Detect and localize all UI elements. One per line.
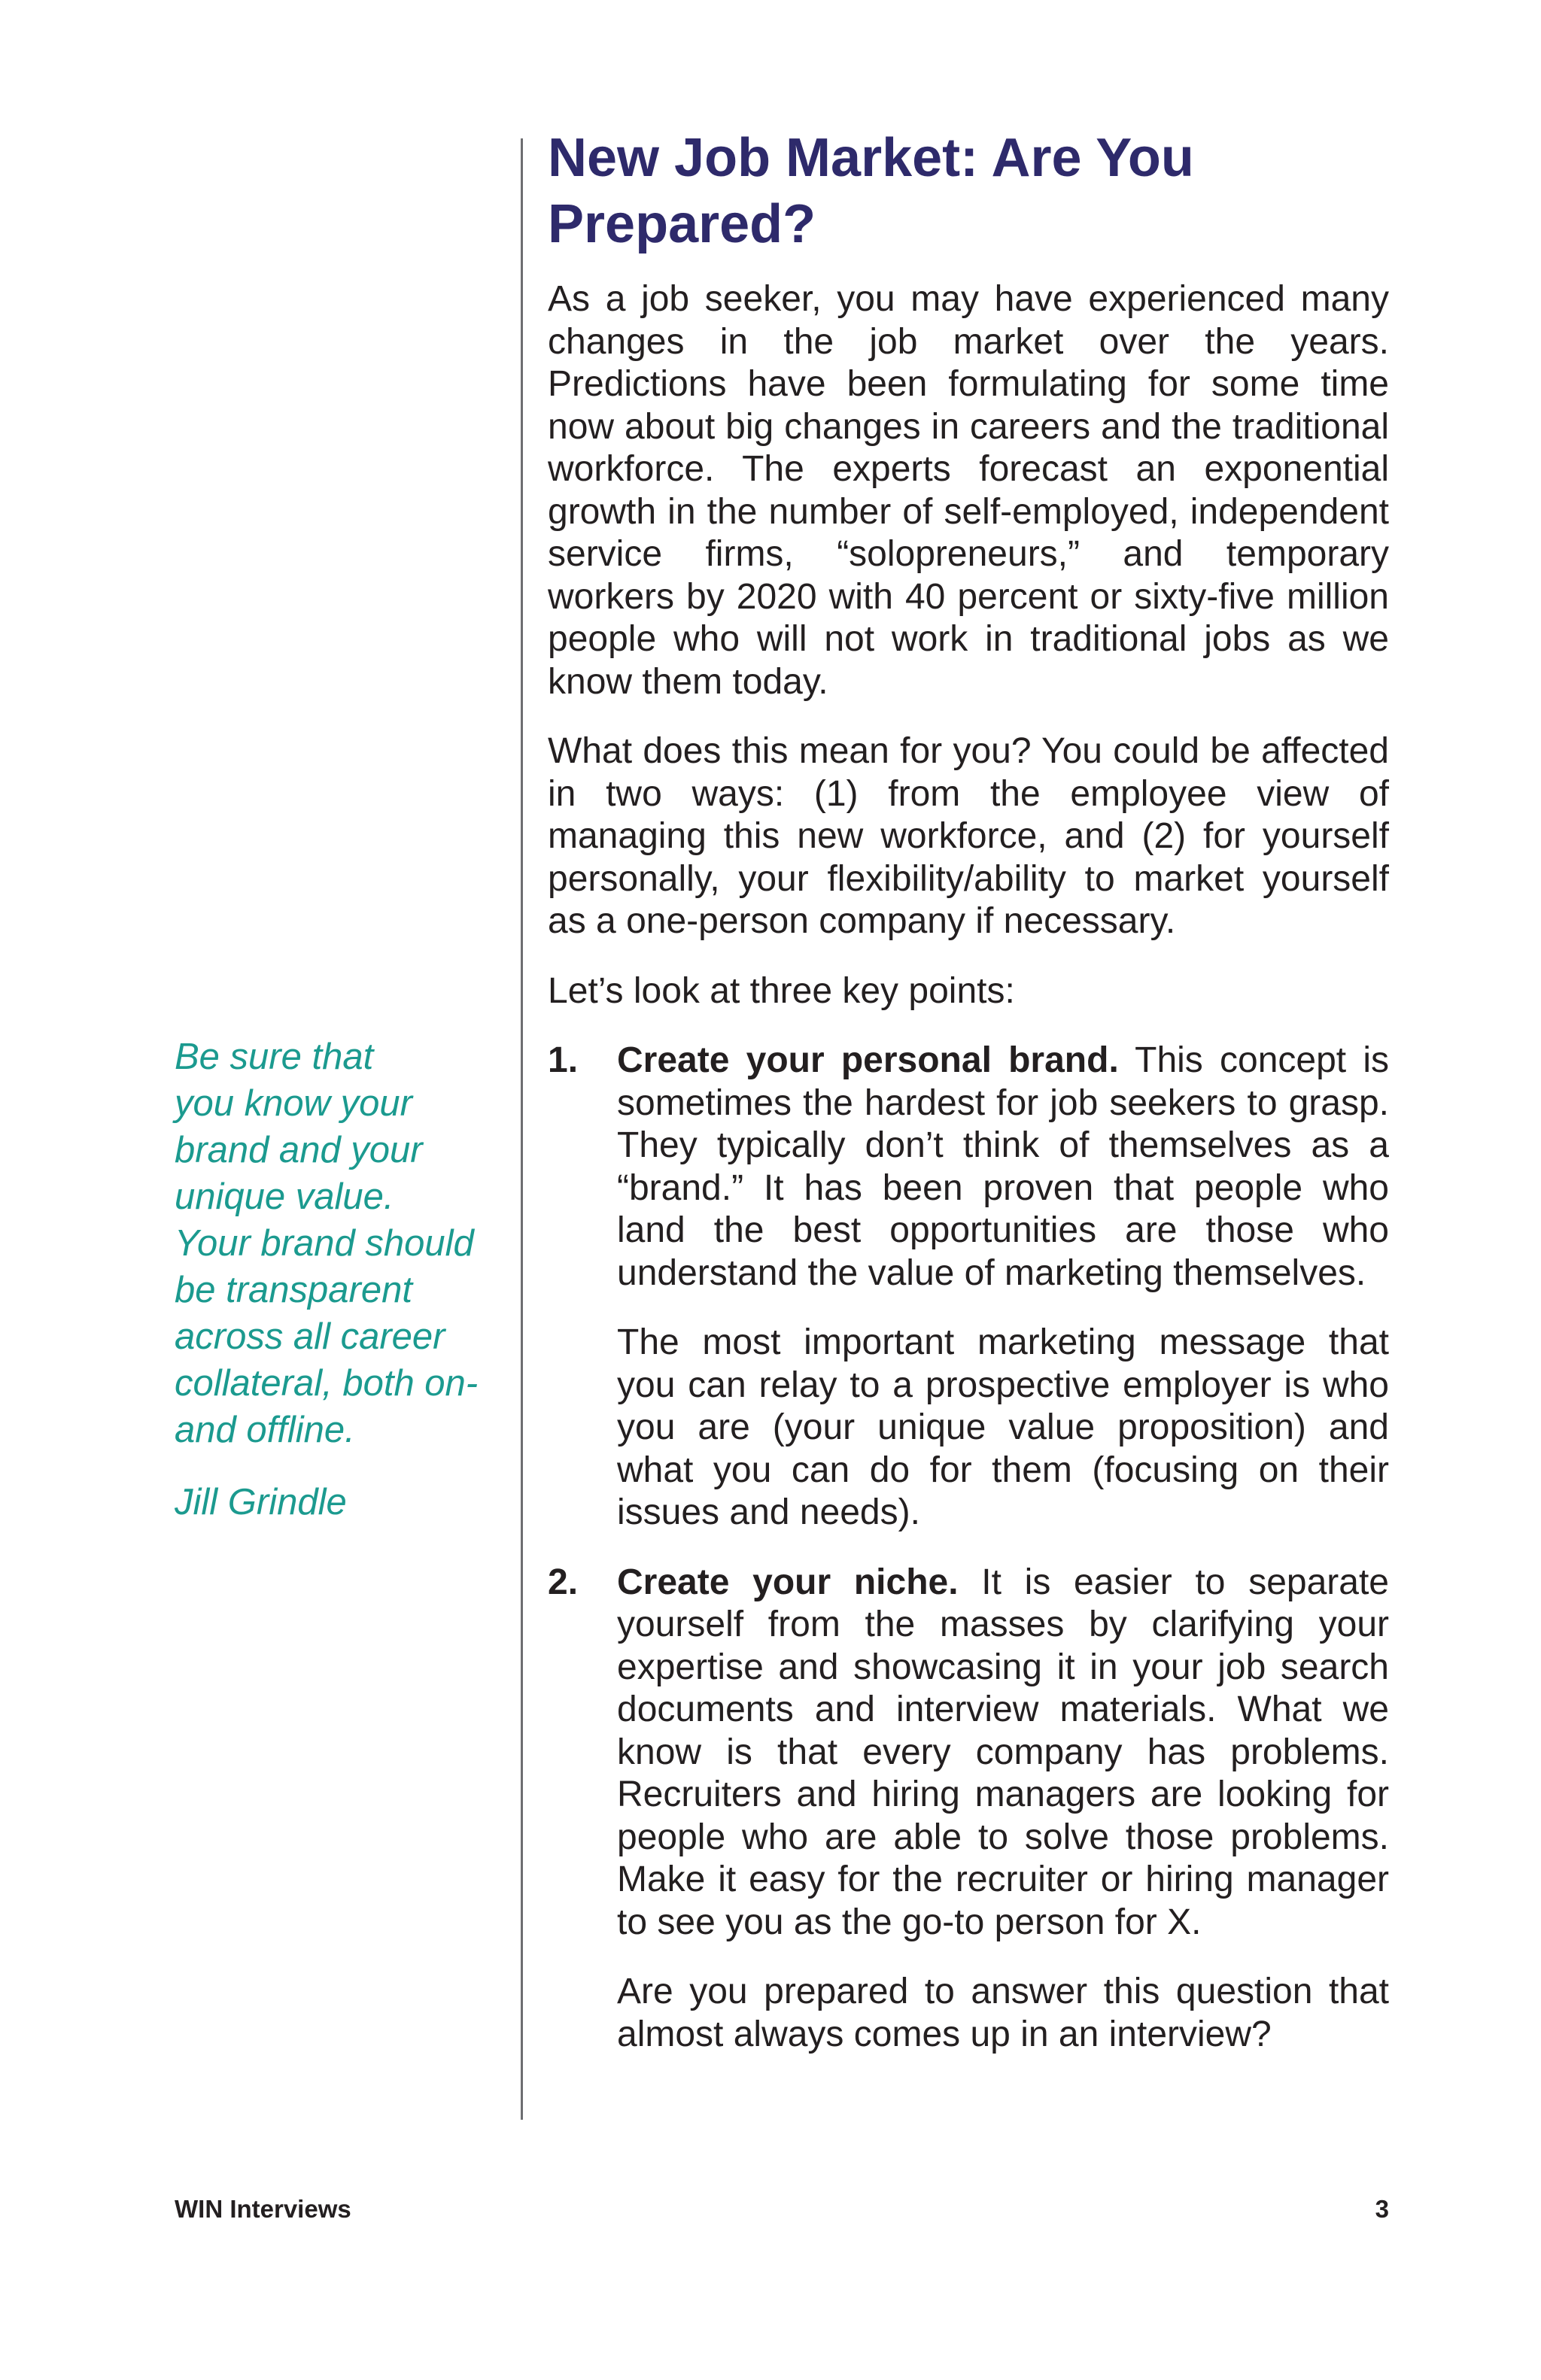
quote-author: Jill Grindle <box>175 1482 347 1522</box>
pull-quote-text <box>175 1034 506 1453</box>
list-item-text <box>617 1040 1389 1295</box>
list-number: 1. <box>548 1040 579 1080</box>
list-item <box>548 1040 1389 1535</box>
footer-title: WIN Interviews <box>175 2195 351 2223</box>
body-paragraph: As a job seeker, you may have experienced many changes in the job market over the years. Predictions have been formulating for some time now about big changes in careers and the traditional workforce. The experts forecast an exponential growth in the number of self-employed, independent service firms, “solopreneurs,” and temporary workers by 2020 with 40 percent or sixty-five million people who will not work in traditional jobs as we know them today. <box>548 279 1389 702</box>
main-column <box>548 125 1389 2083</box>
quote-line: you know your <box>175 1083 412 1124</box>
quote-line: Your brand should <box>175 1223 474 1264</box>
list-item-heading: Create your niche. <box>617 1562 959 1602</box>
list-item-followup: Are you prepared to answer this question that almost always comes up in an interview? <box>617 1972 1389 2054</box>
list-number: 2. <box>548 1562 579 1602</box>
quote-line: unique value. <box>175 1176 394 1217</box>
list-item-body: It is easier to separate yourself from the masses by clarifying your expertise and showcasing it in your job search documents and interview materials. What we know is that every company has problems. Recruiters and hiring managers are looking for people who are able to solve those problems. Make it easy for the recruiter or hiring manager to see you as the go-to person for X. <box>617 1562 1390 1942</box>
quote-line: Be sure that <box>175 1037 374 1077</box>
quote-line: brand and your <box>175 1130 423 1170</box>
pull-quote <box>175 1034 506 1525</box>
page-title: New Job Market: Are You Prepared? <box>548 128 1194 254</box>
quote-line: across all career <box>175 1316 445 1357</box>
list-item-followup: The most important marketing message that you can relay to a prospective employer is who you are (your unique value proposition) and what you can do for them (focusing on their issues and needs). <box>617 1322 1389 1532</box>
quote-line: be transparent <box>175 1270 412 1310</box>
quote-line: collateral, both on- <box>175 1363 479 1404</box>
list-item <box>548 1562 1389 2057</box>
page-number: 3 <box>1375 2195 1389 2223</box>
list-item-heading: Create your personal brand. <box>617 1040 1119 1080</box>
body-paragraph: Let’s look at three key points: <box>548 970 1015 1011</box>
column-divider <box>521 138 523 2120</box>
list-item-text <box>617 1562 1389 1944</box>
quote-line: and offline. <box>175 1410 355 1450</box>
body-paragraph: What does this mean for you? You could be affected in two ways: (1) from the employee view of managing this new workforce, and (2) for yourself personally, your flexibility/ability to market yourself as a one-person company if necessary. <box>548 731 1389 941</box>
list-item-body: This concept is sometimes the hardest for job seekers to grasp. They typically don’t think of themselves as a “brand.” It has been proven that people who land the best opportunities are those who understand the value of marketing themselves. <box>617 1040 1389 1293</box>
